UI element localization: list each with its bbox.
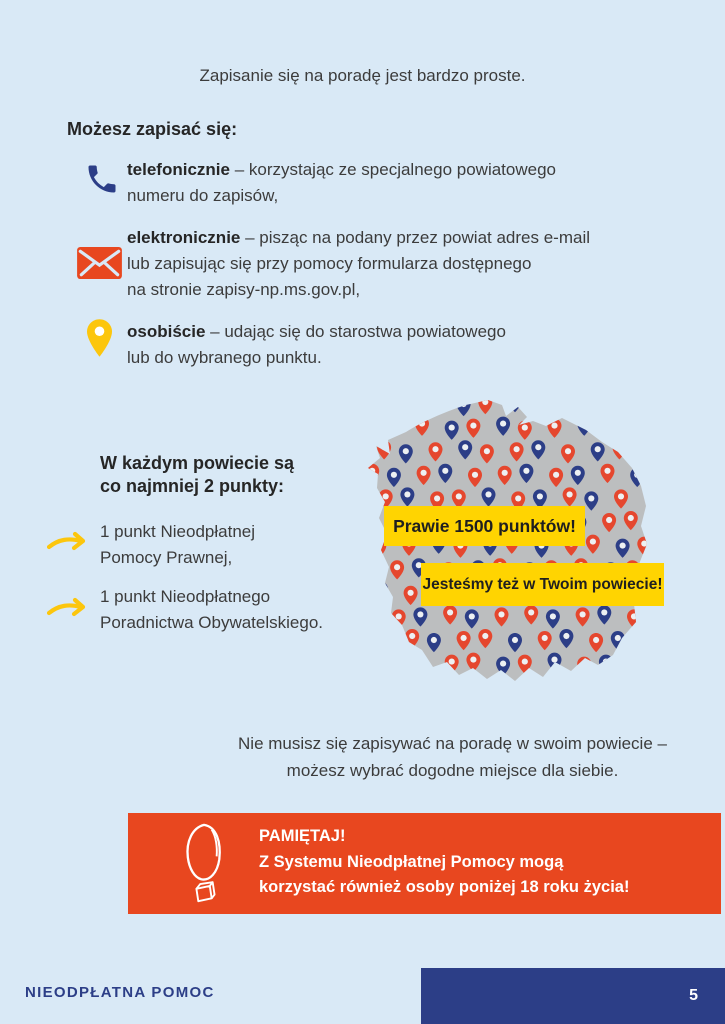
point-item-poradnictwo	[47, 584, 377, 636]
point-line: 1 punkt Nieodpłatnej	[100, 522, 256, 541]
method-term: osobiście	[127, 322, 206, 341]
footer-bar	[421, 968, 725, 1024]
method-line: lub zapisując się przy pomocy formularza dostępnego	[127, 254, 532, 273]
point-line: Poradnictwa Obywatelskiego.	[100, 613, 324, 632]
method-term: elektronicznie	[127, 228, 241, 247]
point-item-pomoc-prawna	[47, 519, 377, 571]
points-heading-line1: W każdym powiecie są	[100, 453, 295, 473]
exclamation-mark-icon	[176, 822, 234, 911]
phone-icon	[84, 161, 120, 202]
note-text	[180, 730, 725, 784]
point-line: Pomocy Prawnej,	[100, 548, 233, 567]
reminder-text	[259, 824, 629, 901]
point-line: 1 punkt Nieodpłatnego	[100, 587, 271, 606]
points-heading	[100, 452, 294, 498]
signup-method-elektronicznie	[70, 225, 610, 303]
method-rest: – korzystając ze specjalnego powiatowego	[229, 160, 556, 179]
signup-method-text	[127, 225, 610, 303]
page-number: 5	[689, 987, 698, 1004]
reminder-title: PAMIĘTAJ!	[259, 827, 346, 845]
point-item-text	[100, 519, 377, 571]
point-item-text	[100, 584, 377, 636]
envelope-icon	[77, 247, 122, 284]
signup-heading: Możesz zapisać się:	[67, 119, 238, 139]
points-heading-line2: co najmniej 2 punkty:	[100, 476, 285, 496]
method-rest: – udając się do starostwa powiatowego	[205, 322, 506, 341]
reminder-line2: korzystać również osoby poniżej 18 roku życia!	[259, 878, 630, 896]
page-title: Zapisanie się na poradę jest bardzo proste.	[199, 66, 526, 85]
badge-your-county: Jesteśmy też w Twoim powiecie!	[421, 563, 664, 606]
footer-brand: NIEODPŁATNA POMOC	[25, 984, 215, 1001]
note-line1: Nie musisz się zapisywać na poradę w swoim powiecie –	[238, 734, 667, 753]
method-line: numeru do zapisów,	[127, 186, 279, 205]
badge-points-count: Prawie 1500 punktów!	[384, 506, 585, 546]
signup-method-text	[127, 319, 610, 371]
signup-method-text	[127, 157, 610, 209]
method-rest: – pisząc na podany przez powiat adres e-mail	[240, 228, 591, 247]
signup-method-telefonicznie	[70, 157, 610, 209]
arrow-right-icon	[47, 596, 87, 623]
reminder-banner	[128, 813, 721, 914]
note-line2: możesz wybrać dogodne miejsce dla siebie.	[286, 761, 619, 780]
method-term: telefonicznie	[127, 160, 230, 179]
arrow-right-icon	[47, 530, 87, 557]
signup-method-osobiscie	[70, 319, 610, 371]
method-line: na stronie zapisy-np.ms.gov.pl,	[127, 280, 361, 299]
reminder-line1: Z Systemu Nieodpłatnej Pomocy mogą	[259, 852, 564, 871]
method-line: lub do wybranego punktu.	[127, 348, 322, 367]
location-pin-icon	[87, 317, 112, 364]
